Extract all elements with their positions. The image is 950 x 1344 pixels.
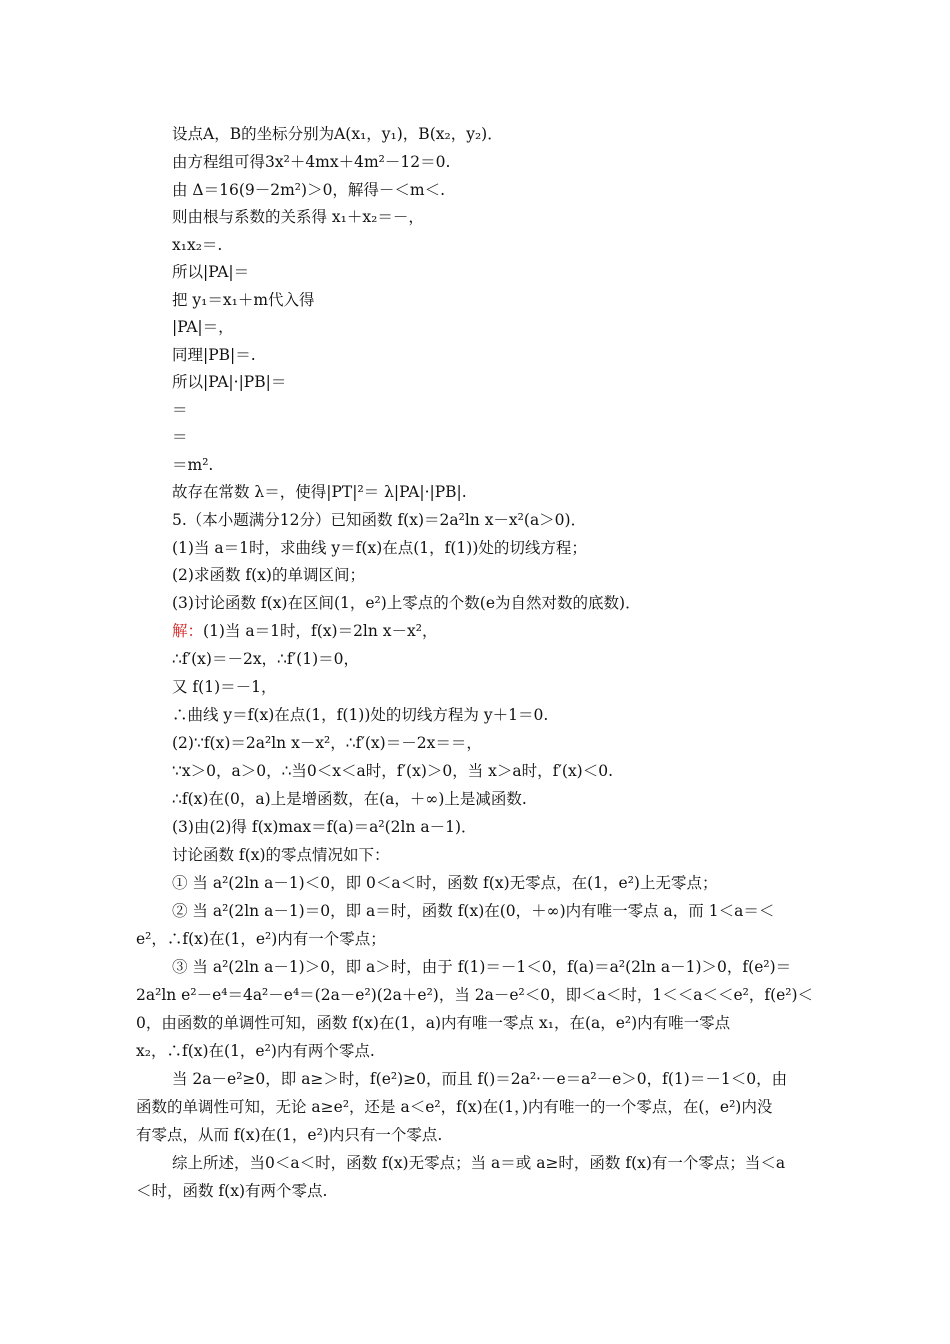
text-line: 函数的单调性可知，无论 a≥e²，还是 a＜e²，f(x)在(1，)内有唯一的一个零点，在(，e²)内没 [136, 1098, 773, 1116]
problem-5-statement: 5.（本小题满分12分）已知函数 f(x)＝2a²ln x－x²(a＞0)． [172, 511, 587, 529]
text-line: (3)讨论函数 f(x)在区间(1，e²)上零点的个数(e为自然对数的底数)． [172, 594, 641, 612]
text-line: ∴f(x)在(0，a)上是增函数，在(a，＋∞)上是减函数. [172, 790, 527, 808]
text-line: 同理|PB|＝. [172, 346, 256, 364]
text-line: 则由根与系数的关系得 x₁＋x₂＝－， [172, 208, 424, 226]
text-line: 由 Δ＝16(9－2m²)＞0，解得－＜m＜. [172, 181, 446, 199]
text-line: 讨论函数 f(x)的零点情况如下： [172, 846, 390, 864]
text-line: 所以|PA|·|PB|＝ [172, 373, 287, 391]
text-line: ∴f′(x)＝－2x，∴f′(1)＝0， [172, 650, 359, 668]
text-line: ③ 当 a²(2ln a－1)＞0，即 a＞时，由于 f(1)＝－1＜0，f(a)＝a²(2ln a－1)＞0，f(e²)＝ [172, 958, 792, 976]
text-line: 所以|PA|＝ [172, 263, 250, 281]
text-line: 0，由函数的单调性可知，函数 f(x)在(1，a)内有唯一零点 x₁，在(a，e²)内有唯一零点 [136, 1014, 731, 1032]
text-line: ＜时，函数 f(x)有两个零点. [136, 1182, 328, 1200]
text-line: ＝ [172, 401, 188, 419]
text-line: x₁x₂＝. [172, 236, 223, 254]
text-line: 综上所述，当0＜a＜时，函数 f(x)无零点；当 a＝或 a≥时，函数 f(x)有一个零点；当＜a [172, 1154, 786, 1172]
text-span: (1)当 a＝1时，f(x)＝2ln x－x²， [203, 622, 438, 640]
text-line: 又 f(1)＝－1， [172, 678, 277, 696]
text-line: 由方程组可得3x²＋4mx＋4m²－12＝0. [172, 153, 451, 171]
solution-line [172, 621, 438, 641]
text-line: (1)当 a＝1时，求曲线 y＝f(x)在点(1，f(1))处的切线方程； [172, 539, 587, 557]
text-line: (2)求函数 f(x)的单调区间； [172, 566, 365, 584]
text-line: 把 y₁＝x₁＋m代入得 [172, 291, 315, 309]
text-line: ① 当 a²(2ln a－1)＜0，即 0＜a＜时，函数 f(x)无零点，在(1，e²)上无零点； [172, 874, 718, 892]
text-line: ∵x＞0，a＞0，∴当0＜x＜a时，f′(x)＞0，当 x＞a时，f′(x)＜0. [172, 762, 614, 780]
text-line: 有零点，从而 f(x)在(1，e²)内只有一个零点. [136, 1126, 443, 1144]
text-line: e²，∴f(x)在(1，e²)内有一个零点； [136, 930, 386, 948]
text-line: |PA|＝， [172, 318, 234, 336]
text-line: ＝ [172, 428, 188, 446]
text-line: 2a²ln e²－e⁴＝4a²－e⁴＝(2a－e²)(2a＋e²)，当 2a－e²＜0，即＜a＜时，1＜＜a＜＜e²，f(e²)＜ [136, 986, 814, 1004]
solution-label: 解： [172, 622, 204, 640]
text-line: ② 当 a²(2ln a－1)＝0，即 a＝时，函数 f(x)在(0，＋∞)内有唯一零点 a，而 1＜a＝＜ [172, 902, 775, 920]
text-line: (3)由(2)得 f(x)max＝f(a)＝a²(2ln a－1)． [172, 818, 477, 836]
text-line: (2)∵f(x)＝2a²ln x－x²，∴f′(x)＝－2x＝＝， [172, 734, 482, 752]
text-line: 故存在常数 λ＝，使得|PT|²＝ λ|PA|·|PB|. [172, 483, 467, 501]
text-line: x₂，∴f(x)在(1，e²)内有两个零点. [136, 1042, 375, 1060]
text-line: ＝m². [172, 456, 214, 474]
text-line: 设点A，B的坐标分别为A(x₁，y₁)，B(x₂，y₂)． [172, 125, 503, 143]
text-line: ∴曲线 y＝f(x)在点(1，f(1))处的切线方程为 y＋1＝0. [172, 706, 549, 724]
text-line: 当 2a－e²≥0，即 a≥＞时，f(e²)≥0，而且 f()＝2a²·－e＝a²－e＞0，f(1)＝－1＜0，由 [172, 1070, 788, 1088]
